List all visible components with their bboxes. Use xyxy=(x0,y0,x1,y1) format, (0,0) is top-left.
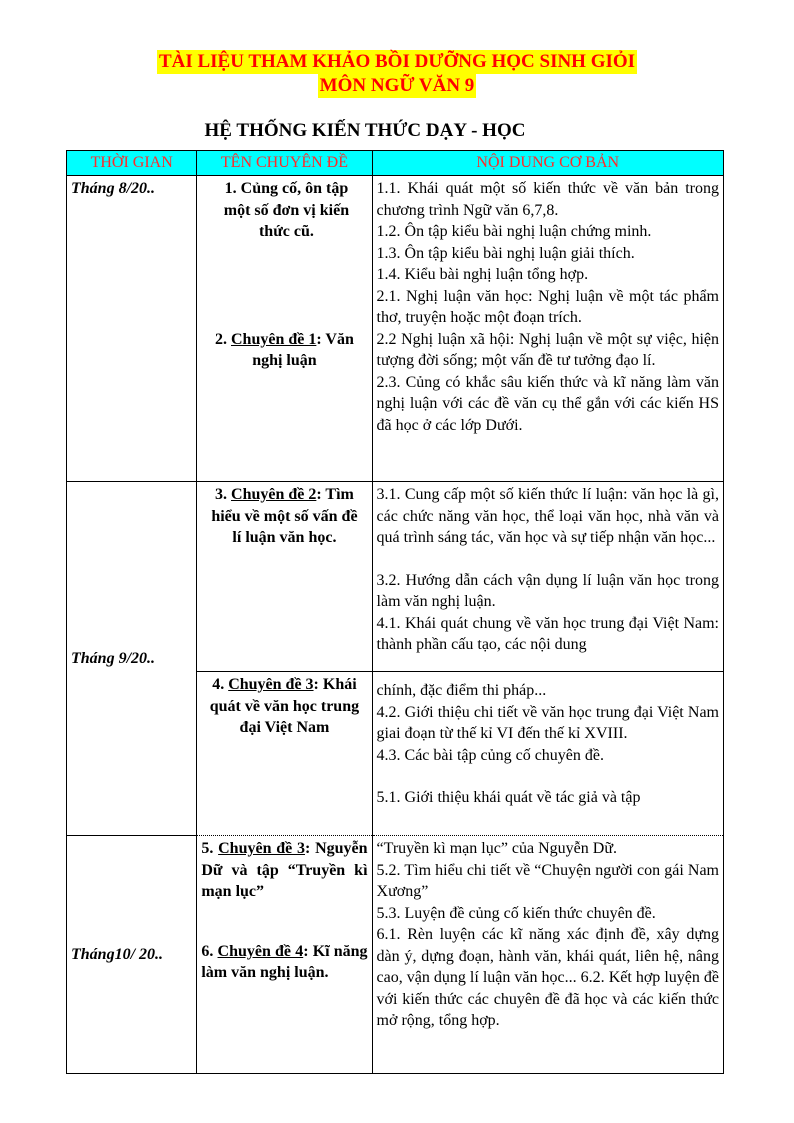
content-line: 6.1. Rèn luyện các kĩ năng xác định đề, xây dựng dàn ý, dựng đoạn, hành văn, khái quát, liên hệ, nâng cao, vận dụng lí luận văn học... 6.2. Kết hợp luyện đề với kiến thức các chuyên đề đã học và các kiến thức mở rộng, tổng hợp. xyxy=(376,926,719,1029)
content-line: 2.1. Nghị luận văn học: Nghị luận về một tác phẩm thơ, truyện hoặc một đoạn trích. xyxy=(376,287,719,326)
title-line-2: MÔN NGỮ VĂN 9 xyxy=(319,75,475,96)
topic-cell xyxy=(197,836,372,1074)
content-line: 1.2. Ôn tập kiểu bài nghị luận chứng minh. xyxy=(376,223,652,240)
topic-item: 2. Chuyên đề 1: Văn nghị luận xyxy=(215,330,354,369)
topic-item: 5. Chuyên đề 3: Nguyễn Dữ và tập “Truyền kì mạn lục” xyxy=(201,840,368,900)
table-row xyxy=(67,176,724,482)
content-line: chính, đặc điểm thi pháp... xyxy=(376,682,547,699)
content-cell xyxy=(372,176,723,482)
section-heading: HỆ THỐNG KIẾN THỨC DẠY - HỌC xyxy=(204,120,526,141)
table-row xyxy=(67,836,724,1074)
header-content: NỘI DUNG CƠ BẢN xyxy=(372,151,723,176)
curriculum-table xyxy=(66,150,724,1074)
topic-cell xyxy=(197,482,372,672)
title-line-1: TÀI LIỆU THAM KHẢO BỒI DƯỠNG HỌC SINH GIỎI xyxy=(158,51,636,72)
content-line: 5.1. Giới thiệu khái quát về tác giả và tập xyxy=(376,789,641,806)
content-line: 1.3. Ôn tập kiểu bài nghị luận giải thích. xyxy=(376,244,635,262)
topic-item: 6. Chuyên đề 4: Kĩ năng làm văn nghị luận. xyxy=(201,942,368,981)
content-line: 5.2. Tìm hiểu chi tiết về “Chuyện người con gái Nam Xương” xyxy=(376,861,719,900)
content-cell xyxy=(372,482,723,672)
content-line: 5.3. Luyện đề củng cố kiến thức chuyên đề. xyxy=(376,904,656,922)
topic-cell xyxy=(197,176,372,482)
content-line: 4.3. Các bài tập củng cố chuyên đề. xyxy=(376,746,605,764)
topic-label: Chuyên đề 2 xyxy=(231,486,317,503)
header-topic: TÊN CHUYÊN ĐỀ xyxy=(197,151,372,176)
content-line: 1.1. Khái quát một số kiến thức về văn bản trong chương trình Ngữ văn 6,7,8. xyxy=(376,180,719,219)
content-line: 4.2. Giới thiệu chi tiết về văn học trung đại Việt Nam giai đoạn từ thế kỉ VI đến thế kỉ XVIII. xyxy=(376,703,719,742)
topic-item: 1. Củng cố, ôn tập một số đơn vị kiến thức cũ. xyxy=(223,180,350,240)
month-cell: Tháng 8/20.. xyxy=(67,176,197,482)
content-line: 2.3. Củng có khắc sâu kiến thức và kĩ năng làm văn nghị luận với các đề văn cụ thể gắn với các kiến HS đã học ở các lớp Dưới. xyxy=(376,373,719,434)
content-cell xyxy=(372,672,723,836)
topic-cell xyxy=(197,672,372,836)
content-line: 1.4. Kiểu bài nghị luận tổng hợp. xyxy=(376,266,589,283)
content-line: 3.1. Cung cấp một số kiến thức lí luận: văn học là gì, các chức năng văn học, thể loại văn học, nhà văn và quá trình sáng tác, văn học và sự tiếp nhận văn học... xyxy=(376,486,719,546)
month-cell: Tháng10/ 20.. xyxy=(67,836,197,1074)
document-title xyxy=(0,50,794,98)
table-row xyxy=(67,482,724,672)
content-line: 2.2 Nghị luận xã hội: Nghị luận về một sự việc, hiện tượng đời sống; một vấn đề tư tưởng đạo lí. xyxy=(376,330,719,369)
topic-label: Chuyên đề 3 xyxy=(218,840,305,857)
content-line: 4.1. Khái quát chung về văn học trung đại Việt Nam: thành phần cấu tạo, các nội dung xyxy=(376,614,719,653)
content-cell xyxy=(372,836,723,1074)
topic-label: Chuyên đề 3 xyxy=(228,676,314,693)
topic-item: 3. Chuyên đề 2: Tìm hiểu về một số vấn đề lí luận văn học. xyxy=(211,486,358,546)
month-cell: Tháng 9/20.. xyxy=(67,482,197,836)
topic-label: Chuyên đề 4 xyxy=(217,942,304,960)
topic-label: Chuyên đề 1 xyxy=(231,330,317,348)
content-line: 3.2. Hướng dẫn cách vận dụng lí luận văn học trong làm văn nghị luận. xyxy=(376,571,719,610)
topic-item: 4. Chuyên đề 3: Khái quát về văn học trung đại Việt Nam xyxy=(209,676,360,736)
content-line: “Truyền kì mạn lục” của Nguyễn Dữ. xyxy=(376,840,617,857)
table-header-row xyxy=(67,151,724,176)
header-time: THỜI GIAN xyxy=(67,151,197,176)
